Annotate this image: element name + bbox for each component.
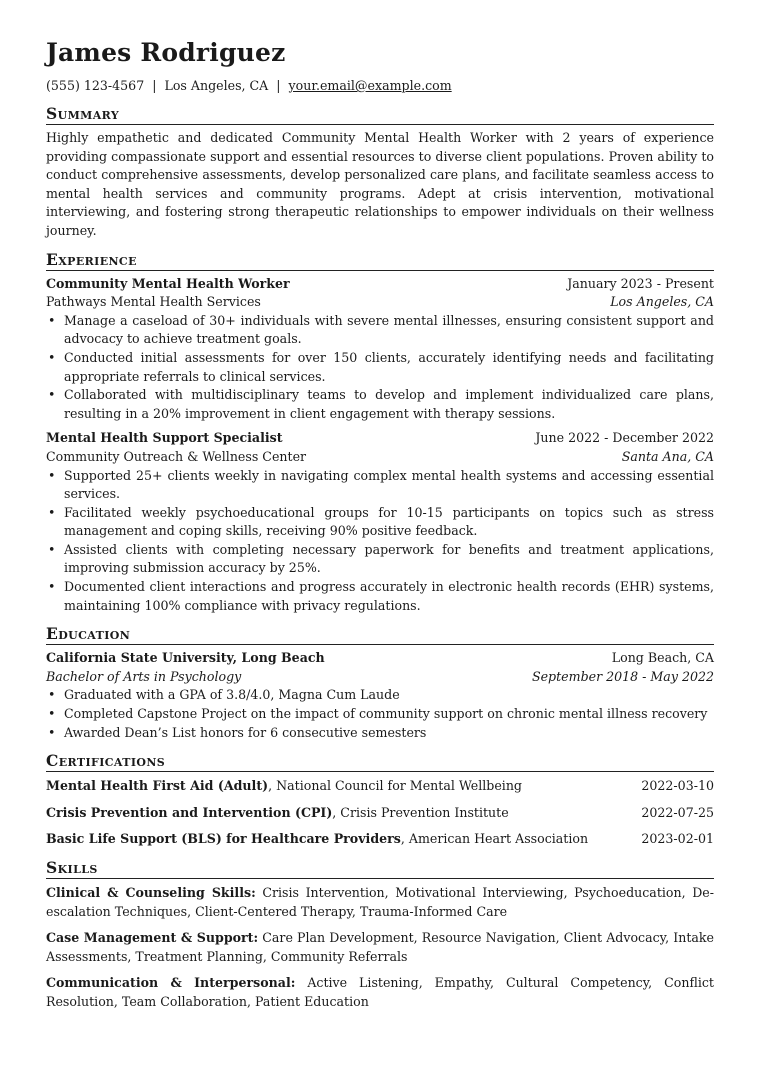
list-item: • Assisted clients with completing necessary paperwork for benefits and treatment applications, improving submission accuracy by 25%. (64, 541, 714, 578)
candidate-name: James Rodriguez (46, 38, 286, 67)
section-heading-skills: Skills (46, 858, 714, 879)
phone: (555) 123-4567 (46, 78, 145, 93)
skill-group (46, 929, 714, 966)
education-dates: September 2018 - May 2022 (531, 668, 714, 684)
list-item: • Facilitated weekly psychoeducational groups for 10-15 participants on topics such as stress management and coping skills, receiving 90% positive feedback. (64, 504, 714, 541)
certification-issuer: , American Heart Association (400, 831, 589, 847)
job-dates: January 2023 - Present (567, 275, 714, 291)
education-bullets (46, 686, 714, 742)
skill-category: Case Management & Support: (46, 930, 259, 946)
skill-items: Crisis Intervention, Motivational Interviewing, Psychoeducation, De-escalation Techniques, Client-Centered Therapy, Trauma-Informed Care (46, 885, 715, 919)
certification-row (46, 830, 714, 849)
job-title: Community Mental Health Worker (46, 275, 290, 291)
certification-name: Crisis Prevention and Intervention (CPI) (46, 804, 333, 820)
certification-name: Mental Health First Aid (Adult) (46, 778, 269, 794)
section-heading-education: Education (46, 624, 714, 645)
list-item: • Collaborated with multidisciplinary teams to develop and implement individualized care plans, resulting in a 20% improvement in client engagement with therapy sessions. (64, 386, 714, 423)
list-item: • Graduated with a GPA of 3.8/4.0, Magna Cum Laude (64, 686, 714, 705)
skill-group (46, 974, 714, 1011)
list-item: • Awarded Dean’s List honors for 6 consecutive semesters (64, 724, 714, 743)
list-item: • Conducted initial assessments for over 150 clients, accurately identifying needs and facilitating appropriate referrals to clinical services. (64, 349, 714, 386)
certification-name: Basic Life Support (BLS) for Healthcare Providers (46, 831, 401, 847)
skill-category: Clinical & Counseling Skills: (46, 885, 256, 900)
summary-text: Highly empathetic and dedicated Community Mental Health Worker with 2 years of experience providing compassionate support and essential resources to diverse client populations. Proven ability to conduct comprehensive assessments, develop personalized care plans, and facilitate seamless access to mental health services and community programs. Adept at crisis intervention, motivational interviewing, and fostering strong therapeutic relationships to empower individuals on their wellness journey. (46, 130, 714, 238)
skill-category: Communication & Interpersonal: (46, 975, 296, 991)
school-name: California State University, Long Beach (46, 650, 325, 666)
contact-separator: | (276, 78, 281, 93)
location: Los Angeles, CA (164, 78, 269, 93)
job-title: Mental Health Support Specialist (46, 430, 283, 446)
list-item: • Supported 25+ clients weekly in navigating complex mental health systems and accessing essential services. (64, 467, 714, 504)
job-location: Santa Ana, CA (621, 448, 714, 464)
resume-content (46, 38, 714, 1012)
job-organization: Community Outreach & Wellness Center (46, 448, 307, 464)
skill-items: Care Plan Development, Resource Navigation, Client Advocacy, Intake Assessments, Treatment Planning, Community Referrals (46, 930, 714, 964)
contact-separator: | (152, 78, 157, 93)
certification-list (46, 777, 714, 849)
education-entry (46, 649, 714, 742)
email-link[interactable]: your.email@example.com (288, 78, 452, 93)
certification-row (46, 804, 714, 823)
job-location: Los Angeles, CA (610, 294, 714, 310)
job-dates: June 2022 - December 2022 (535, 430, 714, 446)
experience-entry (46, 275, 714, 424)
certification-date: 2022-07-25 (641, 804, 714, 820)
list-item: • Completed Capstone Project on the impact of community support on chronic mental illness recovery (64, 705, 714, 724)
school-location: Long Beach, CA (611, 650, 714, 666)
certification-row (46, 777, 714, 796)
section-heading-certifications: Certifications (46, 751, 714, 772)
job-bullets (46, 312, 714, 424)
skill-group (46, 884, 714, 921)
section-heading-experience: Experience (46, 250, 714, 271)
certification-date: 2022-03-10 (641, 778, 714, 794)
list-item: • Documented client interactions and progress accurately in electronic health records (EHR) systems, maintaining 100% compliance with privacy regulations. (64, 578, 714, 615)
job-organization: Pathways Mental Health Services (46, 294, 261, 310)
certification-date: 2023-02-01 (641, 831, 714, 847)
skill-items: Active Listening, Empathy, Cultural Competency, Conflict Resolution, Team Collaboration, Patient Education (46, 975, 714, 1009)
section-heading-summary: Summary (46, 104, 714, 125)
contact-line (46, 77, 714, 95)
experience-entry (46, 429, 714, 615)
list-item: • Manage a caseload of 30+ individuals with severe mental illnesses, ensuring consistent support and advocacy to achieve treatment goals. (64, 312, 714, 349)
certification-issuer: , Crisis Prevention Institute (332, 804, 509, 820)
certification-issuer: , National Council for Mental Wellbeing (268, 778, 522, 794)
job-bullets (46, 467, 714, 616)
degree: Bachelor of Arts in Psychology (46, 668, 242, 684)
skills-list (46, 884, 714, 1012)
